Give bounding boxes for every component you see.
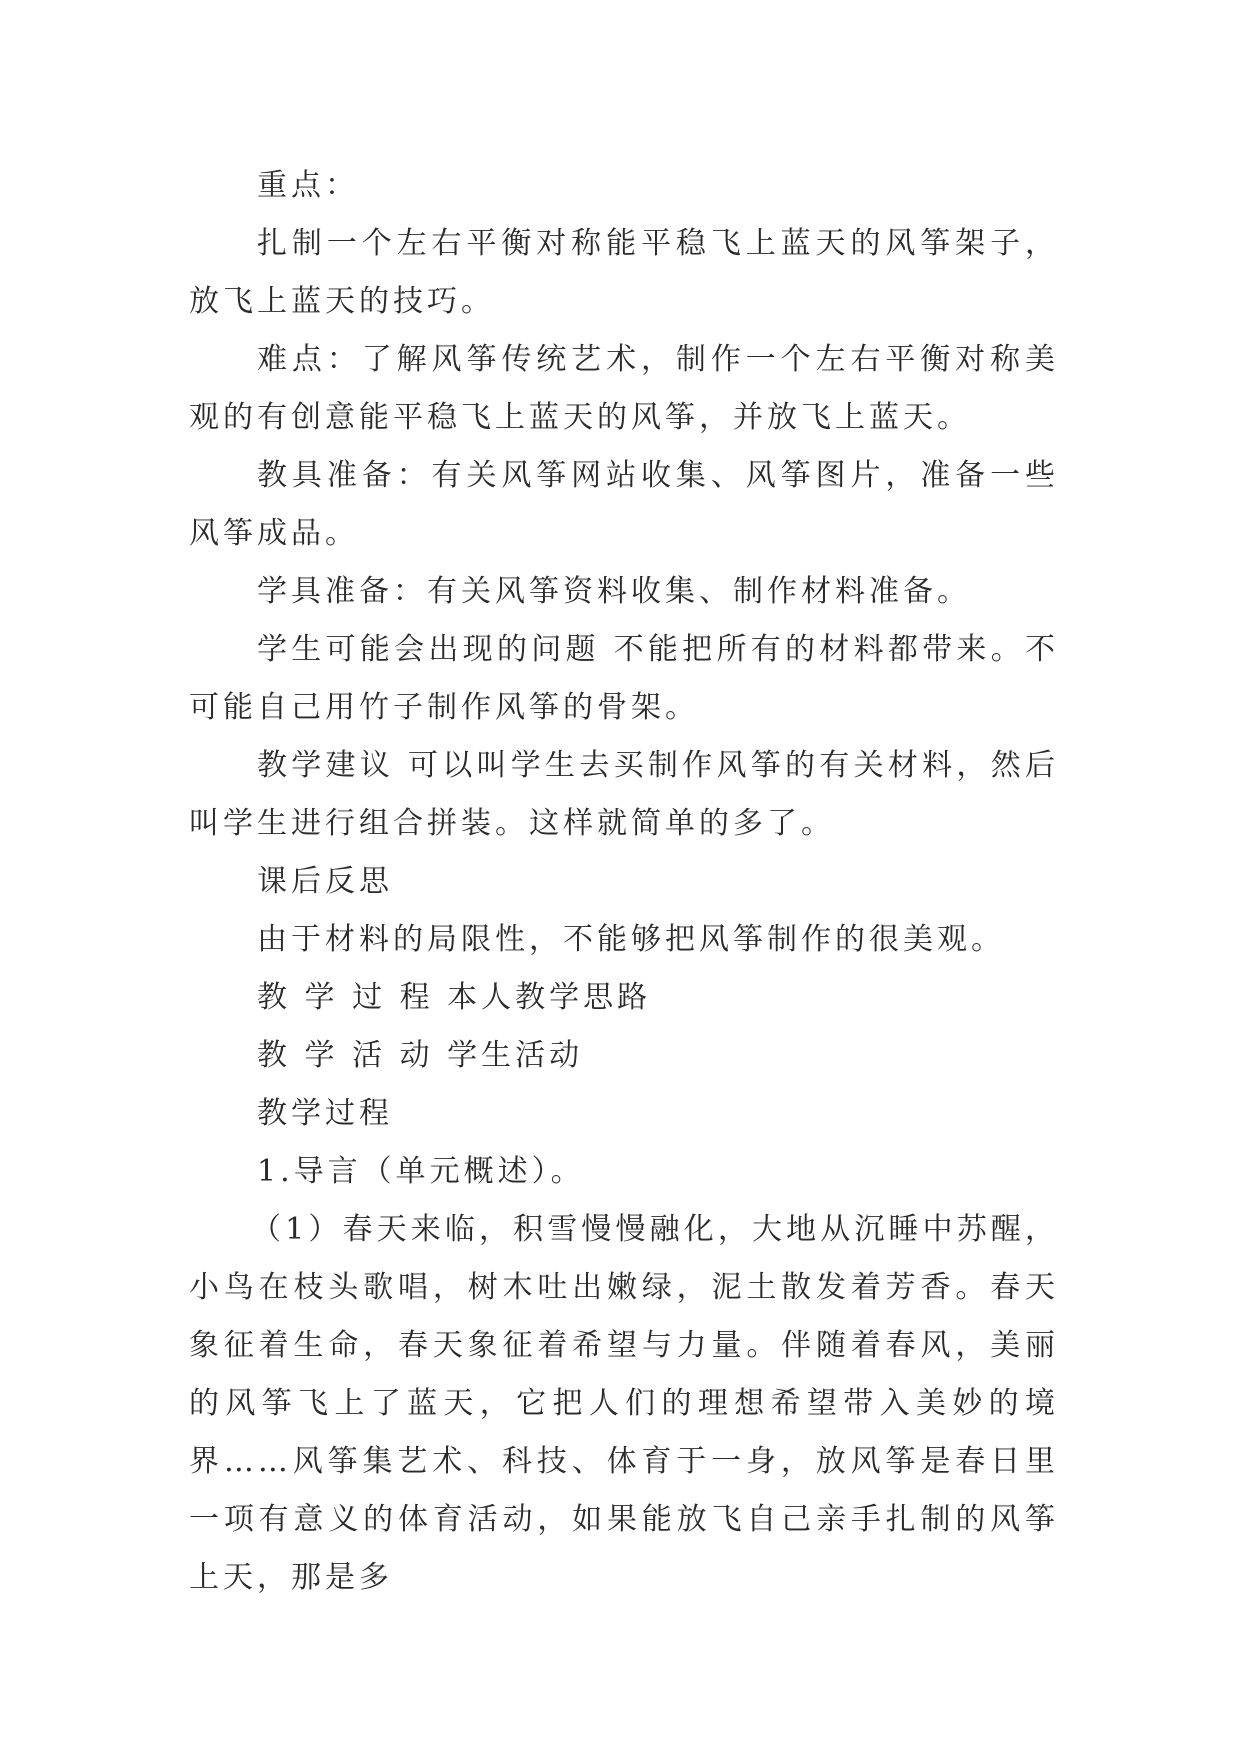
paragraph-reflection: 由于材料的局限性，不能够把风筝制作的很美观。 <box>257 922 1005 957</box>
paragraph-student-materials: 学具准备：有关风筝资料收集、制作材料准备。 <box>257 574 971 609</box>
paragraph-difficulties: 难点：了解风筝传统艺术，制作一个左右平衡对称美观的有创意能平稳飞上蓝天的风筝，并放飞上蓝天。 <box>189 342 1059 435</box>
paragraph-teaching-suggestions: 教学建议 可以叫学生去买制作风筝的有关材料，然后叫学生进行组合拼装。这样就简单的多了。 <box>189 748 1059 841</box>
paragraph-key-points-heading: 重点： <box>257 168 359 203</box>
document-body <box>189 157 1059 1607</box>
paragraph-key-points: 扎制一个左右平衡对称能平稳飞上蓝天的风筝架子，放飞上蓝天的技巧。 <box>189 226 1059 319</box>
paragraph-activity-header: 教 学 活 动 学生活动 <box>257 1038 584 1073</box>
paragraph-teaching-aids: 教具准备：有关风筝网站收集、风筝图片，准备一些风筝成品。 <box>189 458 1059 551</box>
paragraph-possible-problems: 学生可能会出现的问题 不能把所有的材料都带来。不可能自己用竹子制作风筝的骨架。 <box>189 632 1059 725</box>
paragraph-reflection-heading: 课后反思 <box>257 864 393 899</box>
paragraph-introduction-heading: 1.导言（单元概述）。 <box>257 1154 585 1189</box>
paragraph-introduction-body: （1）春天来临，积雪慢慢融化，大地从沉睡中苏醒，小鸟在枝头歌唱，树木吐出嫩绿，泥土散发着芳香。春天象征着生命，春天象征着希望与力量。伴随着春风，美丽的风筝飞上了蓝天，它把人们的理想希望带入美妙的境界……风筝集艺术、科技、体育于一身，放风筝是春日里一项有意义的体育活动，如果能放飞自己亲手扎制的风筝上天，那是多 <box>189 1212 1059 1595</box>
paragraph-process-header: 教 学 过 程 本人教学思路 <box>257 980 652 1015</box>
paragraph-process-heading: 教学过程 <box>257 1096 393 1131</box>
